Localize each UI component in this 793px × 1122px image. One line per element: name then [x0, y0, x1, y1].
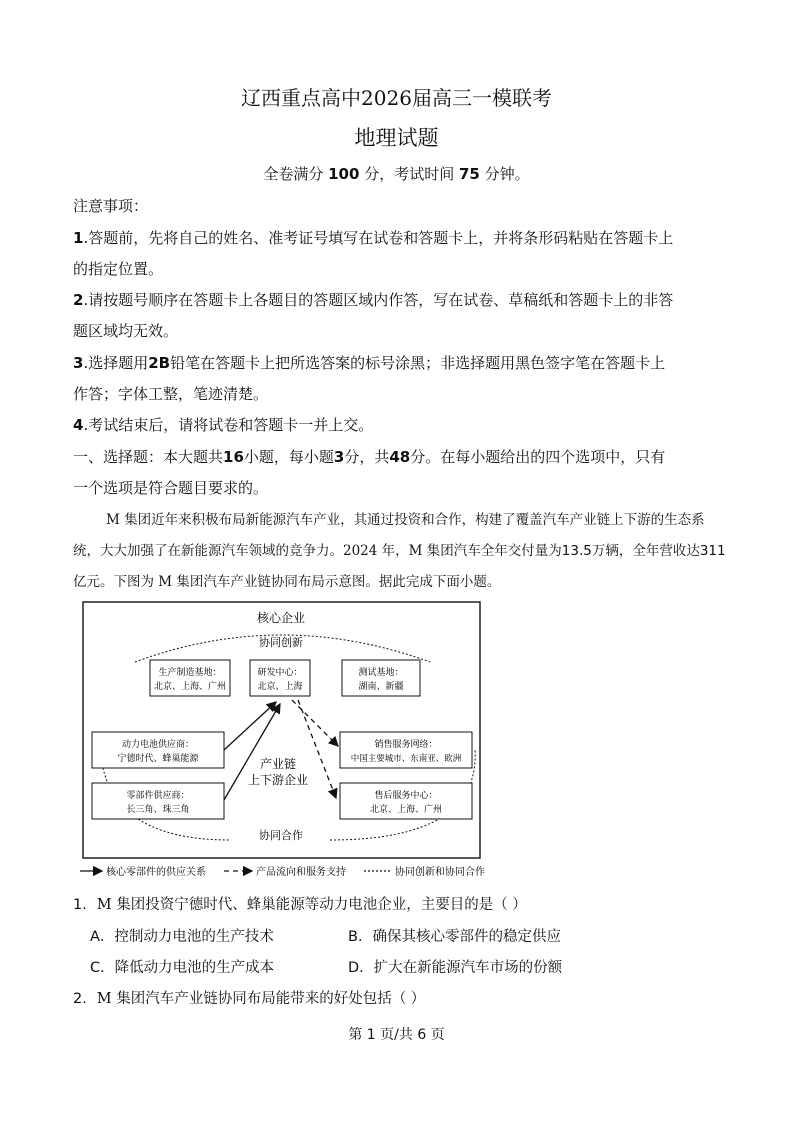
- legend-dashed-label: 产品流向和服务支持: [256, 867, 346, 878]
- subject-title: 地理试题: [354, 126, 439, 150]
- diagram-svg: [80, 600, 500, 882]
- question-1-option-d[interactable]: D．扩大在新能源汽车市场的份额: [348, 960, 563, 976]
- question-1-option-c[interactable]: C．降低动力电池的生产成本: [90, 960, 275, 976]
- sales-network-title: 销售服务网络：: [374, 740, 438, 750]
- question-1-option-a[interactable]: A．控制动力电池的生产技术: [90, 929, 274, 945]
- notice-item-3: 3.选择题用2B铅笔在答题卡上把所选答案的标号涂黑；非选择题用黑色签字笔在答题卡上: [73, 354, 666, 372]
- parts-supplier-regions: 长三角、珠三角: [126, 805, 190, 815]
- production-base-title: 生产制造基地：: [158, 668, 222, 678]
- legend-dotted-label: 协同创新和协同合作: [395, 867, 485, 878]
- section-heading-cont: 一个选项是符合题目要求的。: [73, 479, 269, 497]
- battery-supplier-names: 宁德时代、蜂巢能源: [117, 754, 199, 764]
- passage-line-3: 亿元。下图为 M 集团汽车产业链协同布局示意图。据此完成下面小题。: [73, 574, 501, 590]
- notice-item-3-cont: 作答；字体工整，笔迹清楚。: [73, 385, 269, 403]
- total-pages: 6: [417, 1027, 427, 1043]
- test-base-regions: 湖南、新疆: [358, 682, 404, 692]
- aftersales-center-cities: 北京、上海、广州: [369, 805, 443, 815]
- sales-network-regions: 中国主要城市、东南亚、欧洲: [350, 754, 462, 764]
- chain-label-line1: 产业链: [259, 757, 297, 771]
- chain-label-line2: 上下游企业: [247, 773, 309, 787]
- core-enterprise-label: 核心企业: [256, 611, 306, 625]
- rnd-center-title: 研发中心：: [257, 668, 303, 678]
- question-1-option-b[interactable]: B．确保其核心零部件的稳定供应: [348, 929, 561, 945]
- question-2-stem: 2．M 集团汽车产业链协同布局能带来的好处包括（ ）: [73, 991, 426, 1007]
- rnd-center-cities: 北京、上海: [257, 682, 303, 692]
- score-time-line: 全卷满分 100 分，考试时间 75 分钟。: [263, 165, 530, 183]
- test-base-title: 测试基地：: [358, 668, 404, 678]
- section-heading: 一、选择题：本大题共16小题，每小题3分，共48分。在每小题给出的四个选项中，只有: [73, 448, 666, 466]
- page-footer: 第 1 页/共 6 页: [348, 1027, 445, 1043]
- full-score: 100: [328, 165, 360, 183]
- exam-time: 75: [459, 165, 480, 183]
- passage-line-1: M 集团近年来积极布局新能源汽车产业，其通过投资和合作，构建了覆盖汽车产业链上下游的生态系: [106, 512, 705, 528]
- notice-item-2-cont: 题区域均无效。: [73, 322, 179, 340]
- aftersales-center-title: 售后服务中心：: [374, 791, 438, 801]
- notice-heading: 注意事项：: [73, 197, 149, 215]
- collab-innovation-label: 协同创新: [259, 636, 303, 649]
- battery-supplier-title: 动力电池供应商：: [121, 740, 195, 750]
- production-base-cities: 北京、上海、广州: [153, 682, 227, 692]
- notice-item-1: 1.答题前，先将自己的姓名、准考证号填写在试卷和答题卡上，并将条形码粘贴在答题卡上: [73, 229, 674, 247]
- collab-cooperation-label: 协同合作: [259, 829, 303, 842]
- parts-supplier-title: 零部件供应商：: [126, 791, 190, 801]
- industry-chain-diagram: [80, 600, 500, 882]
- battery-to-rnd-arrow: [224, 702, 276, 750]
- legend-solid-label: 核心零部件的供应关系: [106, 867, 206, 878]
- page-number: 1: [366, 1027, 376, 1043]
- notice-item-2: 2.请按题号顺序在答题卡上各题目的答题区域内作答，写在试卷、草稿纸和答题卡上的非答: [73, 291, 674, 309]
- notice-item-4: 4.考试结束后，请将试卷和答题卡一并上交。: [73, 416, 374, 434]
- exam-title: 辽西重点高中2026届高三一模联考: [241, 86, 552, 110]
- passage-line-2: 统，大大加强了在新能源汽车领域的竞争力。2024 年，M 集团汽车全年交付量为13.5万辆，全年营收达311: [73, 543, 726, 559]
- rnd-to-sales-arrow: [292, 700, 338, 746]
- notice-item-1-cont: 的指定位置。: [73, 260, 164, 278]
- question-1-stem: 1．M 集团投资宁德时代、蜂巢能源等动力电池企业，主要目的是（ ）: [73, 897, 527, 913]
